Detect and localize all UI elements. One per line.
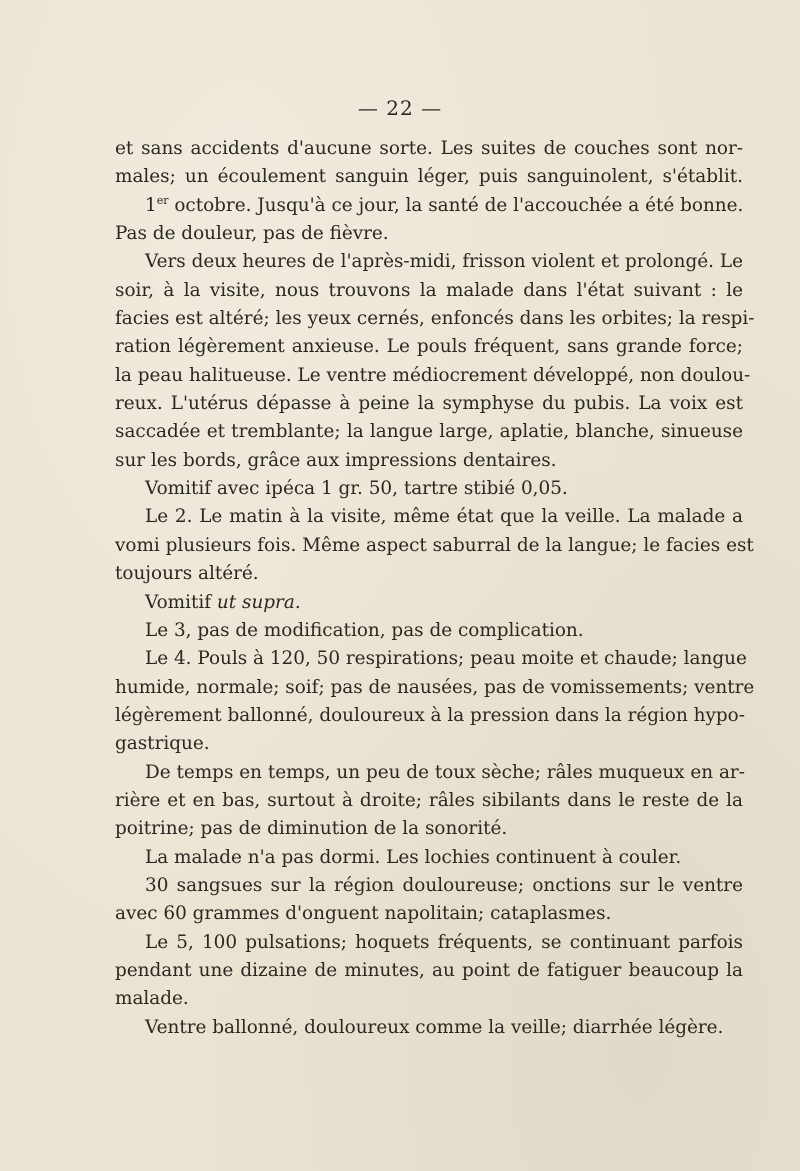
text-line <box>115 730 743 758</box>
line-text: poitrine; pas de diminution de la sonorité. <box>115 818 508 840</box>
page-number: — 22 — <box>357 96 443 120</box>
line-text: légèrement ballonné, douloureux à la pression dans la région hypo- <box>115 704 745 726</box>
line-text: Le 5, 100 pulsations; hoquets fréquents, se continuant parfois <box>145 931 743 953</box>
text-line <box>115 872 743 900</box>
line-text: pendant une dizaine de minutes, au point de fatiguer beaucoup la <box>115 959 743 981</box>
text-line <box>115 702 743 730</box>
line-text: la peau halitueuse. Le ventre médiocrement développé, non doulou- <box>115 364 751 386</box>
text-line <box>115 589 743 617</box>
text-line <box>115 475 743 503</box>
line-text: Pas de douleur, pas de fièvre. <box>115 223 389 245</box>
body-text <box>115 135 755 1042</box>
line-text: sur les bords, grâce aux impressions dentaires. <box>115 449 557 471</box>
text-line <box>115 362 751 390</box>
line-text: soir, à la visite, nous trouvons la malade dans l'état suivant : le <box>115 279 743 301</box>
line-text: La malade n'a pas dormi. Les lochies continuent à couler. <box>145 846 682 868</box>
line-text: De temps en temps, un peu de toux sèche; râles muqueux en ar- <box>145 761 745 783</box>
line-text: gastrique. <box>115 733 210 755</box>
text-line <box>115 220 743 248</box>
text-line <box>115 418 743 446</box>
text-line <box>115 759 743 787</box>
text-line <box>115 192 743 220</box>
text-line <box>115 900 743 928</box>
text-line <box>115 1014 743 1042</box>
italic-text: ut supra. <box>216 591 301 613</box>
line-text: octobre. Jusqu'à ce jour, la santé de l'accouchée a été bonne. <box>168 194 744 216</box>
line-text: Le 2. Le matin à la visite, même état que la veille. La malade a <box>145 506 743 528</box>
line-text: Vomitif <box>145 591 217 613</box>
line-text: Le 4. Pouls à 120, 50 respirations; peau moite et chaude; langue <box>145 648 747 670</box>
text-line <box>115 135 743 163</box>
line-text: 30 sangsues sur la région douloureuse; onctions sur le ventre <box>145 874 743 896</box>
text-line <box>115 532 754 560</box>
line-text: Le 3, pas de modification, pas de complication. <box>145 619 584 641</box>
line-text: Vers deux heures de l'après-midi, frisson violent et prolongé. Le <box>145 251 743 273</box>
line-text: ration légèrement anxieuse. Le pouls fréquent, sans grande force; <box>115 336 743 358</box>
line-text: et sans accidents d'aucune sorte. Les suites de couches sont nor- <box>115 138 743 159</box>
text-line <box>115 674 755 702</box>
text-line <box>115 815 743 843</box>
line-text: malade. <box>115 988 189 1010</box>
text-line <box>115 333 743 361</box>
line-text: Ventre ballonné, douloureux comme la veille; diarrhée légère. <box>145 1016 724 1038</box>
text-line <box>115 248 743 276</box>
line-text: avec 60 grammes d'onguent napolitain; cataplasmes. <box>115 903 612 925</box>
text-line <box>115 390 743 418</box>
text-line <box>115 277 743 305</box>
line-text: facies est altéré; les yeux cernés, enfoncés dans les orbites; la respi- <box>115 308 755 330</box>
text-line <box>115 305 755 333</box>
line-text: vomi plusieurs fois. Même aspect saburral de la langue; le facies est <box>115 534 754 556</box>
line-text: toujours altéré. <box>115 563 259 585</box>
text-line <box>115 844 743 872</box>
superscript: er <box>156 193 169 207</box>
text-line <box>115 560 743 588</box>
text-line <box>115 447 743 475</box>
text-line <box>115 929 743 957</box>
line-prefix: 1 <box>145 194 157 216</box>
text-line <box>115 985 743 1013</box>
line-text: saccadée et tremblante; la langue large, aplatie, blanche, sinueuse <box>115 421 743 443</box>
line-text: rière et en bas, surtout à droite; râles sibilants dans le reste de la <box>115 789 743 811</box>
text-line <box>115 645 747 673</box>
text-line <box>115 503 743 531</box>
text-line <box>115 787 743 815</box>
text-line <box>115 617 743 645</box>
text-line <box>115 957 743 985</box>
line-text: Vomitif avec ipéca 1 gr. 50, tartre stibié 0,05. <box>145 478 568 500</box>
line-text: humide, normale; soif; pas de nausées, pas de vomissements; ventre <box>115 676 755 698</box>
line-text: reux. L'utérus dépasse à peine la symphyse du pubis. La voix est <box>115 393 743 415</box>
text-line <box>115 163 743 191</box>
line-text: males; un écoulement sanguin léger, puis sanguinolent, s'établit. <box>115 166 743 188</box>
